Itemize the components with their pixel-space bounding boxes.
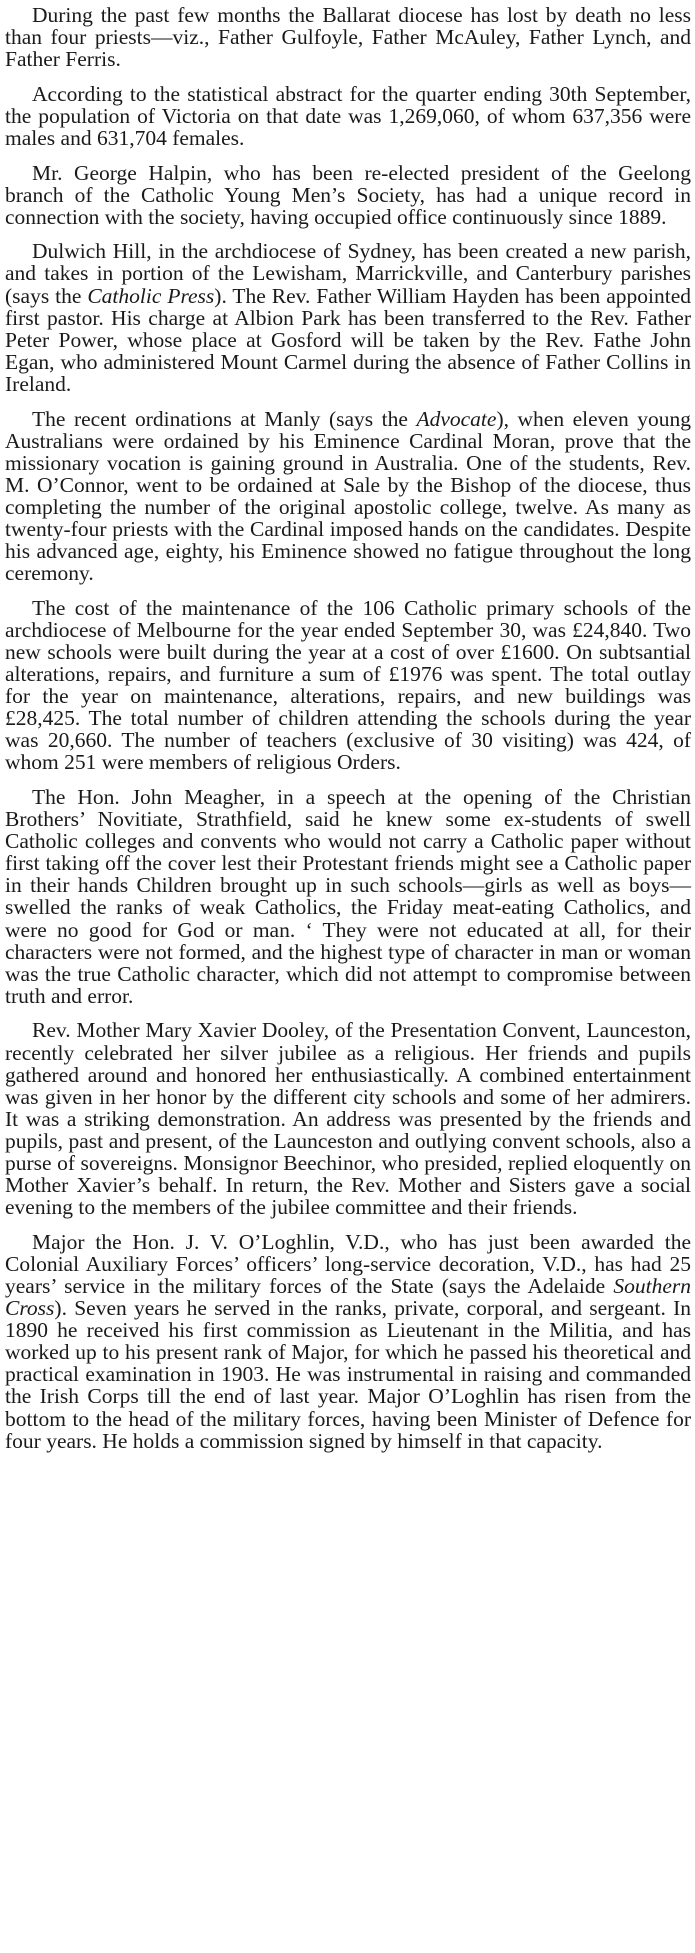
news-item-dulwich-hill-parish <box>5 240 691 395</box>
paragraph-text: According to the statistical abstract for the quarter ending 30th September, the population of Victoria on that date was 1,269,060, of whom 637,356 were males and 631,704 females. <box>5 81 691 150</box>
news-item-manly-ordinations <box>5 408 691 585</box>
paragraph-text: The recent ordinations at Manly (says the <box>32 406 417 431</box>
news-item-ologhlin-decoration <box>5 1231 691 1452</box>
news-item-ballarat-priests <box>5 4 691 70</box>
newspaper-title: Advocate <box>416 406 497 431</box>
paragraph-text: Major the Hon. J. V. O’Loghlin, V.D., who has just been awarded the Colonial Auxiliary Forces’ officers’ long-service decoration, V.D., has had 25 years’ service in the military forces of the State (says the Adelaide <box>5 1229 691 1298</box>
news-item-melbourne-schools <box>5 597 691 774</box>
paragraph-text: Mr. George Halpin, who has been re-elected president of the Geelong branch of the Catholic Young Men’s Society, has had a unique record in connection with the society, having occupied office continuously since 1889. <box>5 160 691 229</box>
newspaper-title: Catholic Press <box>87 283 215 308</box>
paragraph-text: ), when eleven young Australians were ordained by his Eminence Cardinal Moran, prove that the missionary vocation is gaining ground in Australia. One of the students, Rev. M. O’Connor, went to be ordained at Sale by the Bishop of the diocese, thus completing the number of the original apostolic college, twelve. As many as twenty-four priests with the Cardinal imposed hands on the candidates. Despite his advanced age, eighty, his Eminence showed no fatigue throughout the long ceremony. <box>5 406 691 586</box>
paragraph-text: The cost of the maintenance of the 106 Catholic primary schools of the archdiocese of Melbourne for the year ended September 30, was £24,840. Two new schools were built during the year at a cost of over £1600. On subtsantial alterations, repairs, and furniture a sum of £1976 was spent. The total outlay for the year on maintenance, alterations, repairs, and new buildings was £28,425. The total number of children attending the schools during the year was 20,660. The number of teachers (exclusive of 30 visiting) was 424, of whom 251 were members of religious Orders. <box>5 595 691 775</box>
news-item-meagher-speech <box>5 786 691 1007</box>
news-item-dooley-jubilee <box>5 1019 691 1218</box>
newspaper-title: Southern Cross <box>5 1273 691 1321</box>
paragraph-text: Rev. Mother Mary Xavier Dooley, of the Presentation Convent, Launceston, recently celebrated her silver jubilee as a religious. Her friends and pupils gathered around and honored her enthusiastically. A combined entertainment was given in her honor by the different city schools and some of her admirers. It was a striking demonstration. An address was presented by the friends and pupils, past and present, of the Launceston and outlying convent schools, also a purse of sovereigns. Monsignor Beechinor, who presided, replied eloquently on Mother Xavier’s behalf. In return, the Rev. Mother and Sisters gave a social evening to the members of the jubilee committee and their friends. <box>5 1018 691 1220</box>
paragraph-text: ). Seven years he served in the ranks, private, corporal, and sergeant. In 1890 he received his first commission as Lieutenant in the Militia, and has worked up to his present rank of Major, for which he passed his theoretical and practical examination in 1903. He was instrumental in raising and commanded the Irish Corps till the end of last year. Major O’Loghlin has risen from the bottom to the head of the military forces, having been Minister of Defence for four years. He holds a commission signed by himself in that capacity. <box>5 1296 691 1453</box>
news-item-halpin-geelong <box>5 162 691 228</box>
paragraph-text: Dulwich Hill, in the archdiocese of Sydney, has been created a new parish, and takes in portion of the Lewisham, Marrickville, and Canterbury parishes (says the <box>5 239 691 308</box>
paragraph-text: ). The Rev. Father William Hayden has been appointed first pastor. His charge at Albion Park has been transferred to the Rev. Father Peter Power, whose place at Gosford will be taken by the Rev. Fathe John Egan, who administered Mount Carmel during the absence of Father Collins in Ireland. <box>5 283 691 396</box>
news-item-victoria-population <box>5 83 691 149</box>
paragraph-text: The Hon. John Meagher, in a speech at the opening of the Christian Brothers’ Novitiate, Strathfield, said he knew some ex-students of swell Catholic colleges and convents who would not carry a Catholic paper without first taking off the cover lest their Protestant friends might see a Catholic paper in their hands Children brought up in such schools—girls as well as boys—swelled the ranks of weak Catholics, the Friday meat-eating Catholics, and were no good for God or man. ‘ They were not educated at all, for their characters were not formed, and the highest type of character in man or woman was the true Catholic character, which did not attempt to compromise between truth and error. <box>5 785 691 1008</box>
paragraph-text: During the past few months the Ballarat diocese has lost by death no less than four priests—viz., Father Gulfoyle, Father McAuley, Father Lynch, and Father Ferris. <box>5 3 691 72</box>
